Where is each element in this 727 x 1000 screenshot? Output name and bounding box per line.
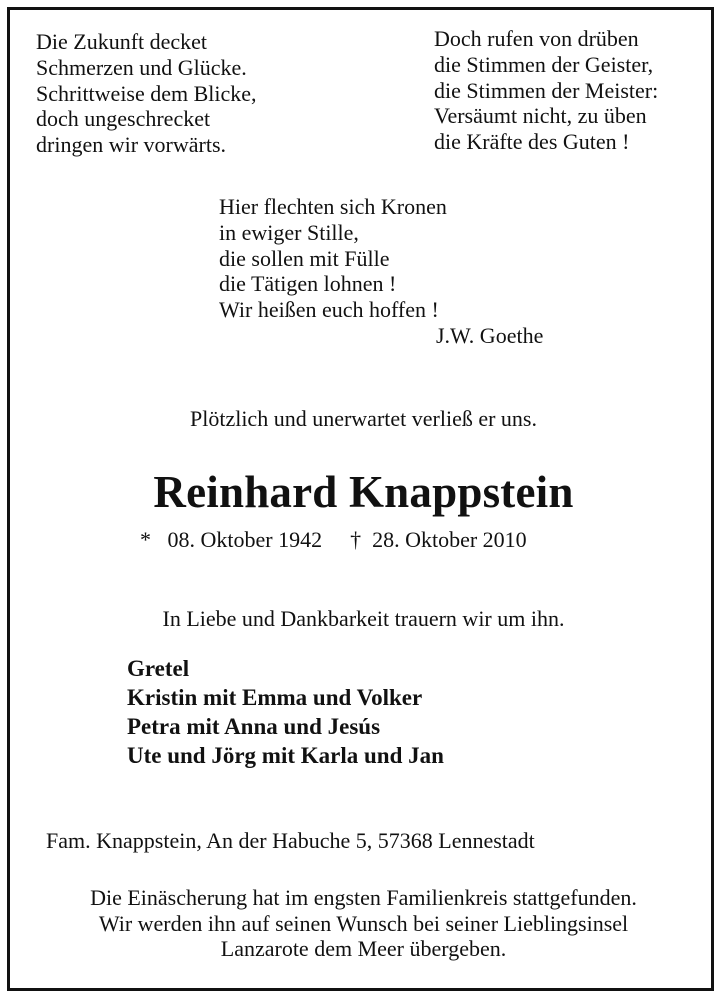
- mourning-line: In Liebe und Dankbarkeit trauern wir um ihn.: [162, 606, 565, 631]
- poem-line: Versäumt nicht, zu üben: [434, 103, 647, 129]
- poem-center-stanza: [219, 194, 447, 323]
- closing-line: Wir werden ihn auf seinen Wunsch bei seiner Lieblingsinsel: [98, 910, 629, 936]
- birth-date: 08. Oktober 1942: [167, 527, 323, 552]
- poem-line: Wir heißen euch hoffen !: [219, 297, 439, 323]
- poem-line: Schmerzen und Glücke.: [36, 54, 247, 80]
- poem-line: Doch rufen von drüben: [434, 26, 639, 51]
- family-list: [127, 654, 444, 770]
- poem-line: die Tätigen lohnen !: [219, 271, 397, 297]
- intro-text: Plötzlich und unerwartet verließ er uns.: [189, 406, 537, 431]
- death-date: 28. Oktober 2010: [372, 527, 527, 552]
- poem-right-stanza: [434, 26, 658, 155]
- family-address: Fam. Knappstein, An der Habuche 5, 57368 Lennestadt: [46, 828, 535, 853]
- closing-line: Lanzarote dem Meer übergeben.: [220, 936, 507, 961]
- poem-line: doch ungeschrecket: [36, 106, 211, 132]
- poem-line: Die Zukunft decket: [36, 29, 208, 54]
- deceased-name: Reinhard Knappstein: [153, 467, 574, 517]
- poem-line: die sollen mit Fülle: [219, 245, 390, 271]
- closing-note: [0, 885, 727, 962]
- poem-attribution: J.W. Goethe: [436, 323, 544, 348]
- poem-line: die Stimmen der Geister,: [434, 51, 654, 77]
- family-member: Ute und Jörg mit Karla und Jan: [127, 743, 444, 768]
- closing-line: Die Einäscherung hat im engsten Familienkreis stattgefunden.: [90, 885, 637, 910]
- poem-line: in ewiger Stille,: [219, 219, 359, 245]
- birth-star-icon: *: [140, 527, 151, 552]
- life-dates: [140, 527, 527, 553]
- family-member: Gretel: [127, 656, 190, 681]
- poem-line: Hier flechten sich Kronen: [219, 194, 447, 219]
- poem-line: die Kräfte des Guten !: [434, 129, 630, 155]
- family-member: Petra mit Anna und Jesús: [127, 714, 381, 739]
- death-cross-icon: †: [350, 527, 362, 552]
- poem-left-stanza: [36, 29, 257, 158]
- poem-line: Schrittweise dem Blicke,: [36, 80, 257, 106]
- poem-line: dringen wir vorwärts.: [36, 132, 227, 158]
- poem-line: die Stimmen der Meister:: [434, 77, 659, 103]
- family-member: Kristin mit Emma und Volker: [127, 685, 423, 710]
